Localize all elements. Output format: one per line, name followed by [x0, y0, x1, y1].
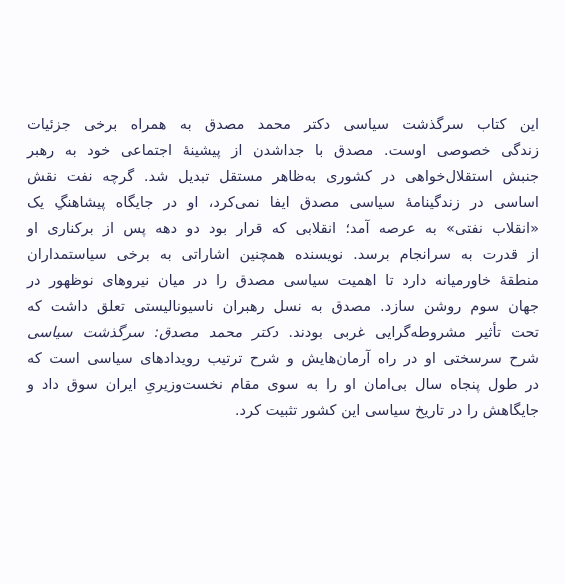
text-line-9: [27, 320, 539, 346]
book-title-reference: دکتر محمد مصدق: سرگذشت سیاسی: [27, 324, 279, 341]
text-line-10: شرح سرسختی او در راه آرمان‌هایش و شرح ترتیب رویدادهای سیاسی است که: [27, 350, 539, 367]
description-paragraph: [27, 112, 539, 424]
text-line-6: از قدرت به سرانجام برسد. نویسنده همچنین اشاراتی به برخی سیاستمداران: [27, 246, 539, 263]
text-line-3: جنبش استقلال‌خواهی در کشوری به‌ظاهر مستقل تبدیل شد. گرچه نفت نقش: [27, 168, 539, 185]
text-line-11: در طول پنجاه سال بی‌امان او را به سوی مقام نخست‌وزیریِ ایران سوق داد و: [27, 376, 539, 393]
text-line-4: اساسی در زندگینامهٔ سیاسی مصدق ایفا نمی‌کرد، او در جایگاه پیشاهنگِ یک: [27, 194, 539, 211]
text-line-9-lead: تحت تأثیر مشروطه‌گرایی غربی بودند.: [278, 324, 539, 341]
text-line-12: جایگاهش را در تاریخ سیاسی این کشور تثبیت کرد.: [234, 402, 539, 419]
text-line-5: «انقلاب نفتی» به عرصه آمد؛ انقلابی که قرار بود دو دهه پس از برکناری او: [27, 220, 539, 237]
text-line-7: منطقهٔ خاورمیانه دارد تا اهمیت سیاسی مصدق را در میان نیروهای نوظهور در: [27, 272, 539, 289]
text-line-1: این کتاب سرگذشت سیاسی دکتر محمد مصدق به همراه برخی جزئیات: [27, 116, 539, 133]
text-line-8: جهان سوم روشن سازد. مصدق به نسل رهبران ناسیونالیستی تعلق داشت که: [27, 298, 539, 315]
text-line-2: زندگی خصوصی اوست. مصدق با جداشدن از پیشینهٔ اجتماعی خود به رهبر: [27, 142, 539, 159]
